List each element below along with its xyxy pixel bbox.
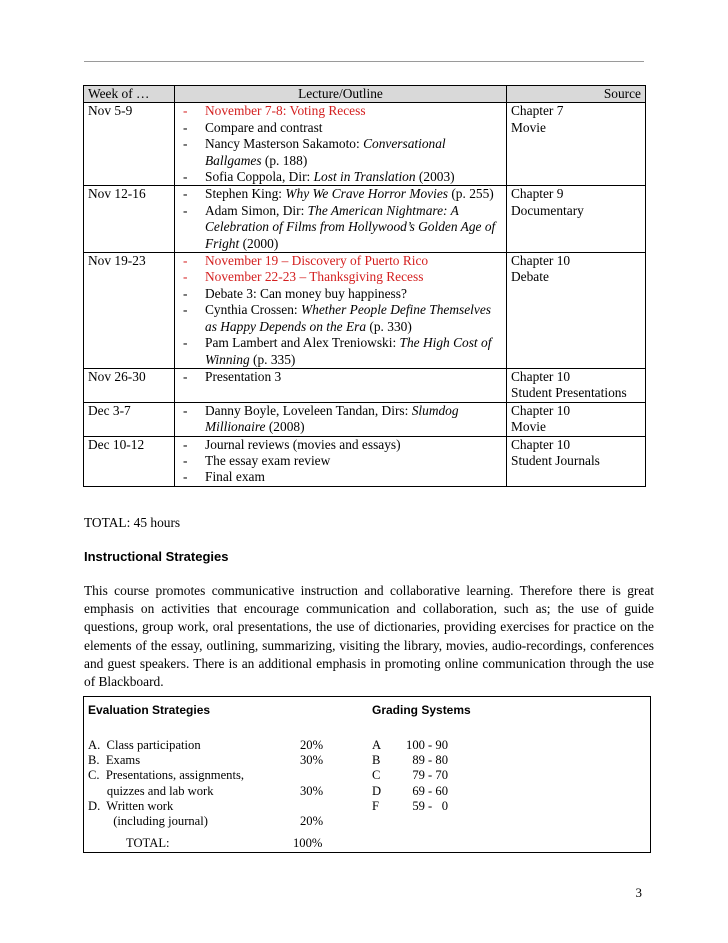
instructional-paragraph: This course promotes communicative instruction and collaborative learning. Therefore there is great emphasis on activities that encourage communication and collaboration, such as; the use of guide questions, group work, oral presentations, the use of dictionaries, providing exercises for practice on the elements of the essay, outlining, summarizing, visiting the library, movies, audio-recordings, conferences and guest speakers. There is an additional emphasis in promoting online communication through the use of Blackboard. <box>84 583 654 690</box>
page-number: 3 <box>635 885 642 900</box>
evaluation-label: D. Written work <box>88 798 174 813</box>
source-cell <box>507 402 646 436</box>
lecture-cell <box>175 253 507 369</box>
bullet-dash: - <box>183 202 188 218</box>
bullet-dash: - <box>183 335 188 351</box>
lecture-item <box>181 469 502 485</box>
item-text: Compare and contrast <box>205 119 323 135</box>
lecture-item-text <box>205 186 502 202</box>
item-title: The High Cost of Winning <box>205 335 492 367</box>
week-cell: Nov 19-23 <box>84 253 175 369</box>
evaluation-header-row <box>84 703 650 719</box>
week-cell: Nov 5-9 <box>84 103 175 186</box>
bullet-dash: - <box>183 269 188 285</box>
item-title: Why We Crave Horror Movies <box>285 186 448 202</box>
grade-letter: D <box>372 783 382 798</box>
evaluation-total-pct: 100% <box>293 836 323 850</box>
item-citation: (p. 335) <box>249 351 296 367</box>
item-citation: (p. 255) <box>448 186 494 202</box>
evaluation-row <box>84 799 650 815</box>
lecture-item-text <box>205 302 502 335</box>
bullet-dash: - <box>183 119 188 135</box>
lecture-item-text <box>205 203 502 252</box>
bullet-dash: - <box>183 302 188 318</box>
lecture-item-text <box>205 269 502 285</box>
grade-letter: A <box>372 738 382 752</box>
evaluation-box <box>83 696 651 853</box>
evaluation-row <box>84 753 650 769</box>
item-text: Sofia Coppola, Dir: <box>205 169 314 185</box>
evaluation-heading: Evaluation Strategies <box>88 703 211 717</box>
item-citation: (2003) <box>415 169 455 185</box>
item-text: Cynthia Crossen: <box>205 302 301 318</box>
source-line: Student Journals <box>511 452 600 468</box>
bullet-dash: - <box>183 436 188 452</box>
schedule-row <box>84 103 646 186</box>
grade-range: 89 - 80 <box>412 753 448 768</box>
lecture-item-text <box>205 369 502 385</box>
item-citation: (p. 188) <box>261 152 308 168</box>
item-citation: (2000) <box>239 235 279 251</box>
lecture-item <box>181 269 502 285</box>
item-text: November 7-8: Voting Recess <box>205 103 366 119</box>
lecture-item-text <box>205 169 502 185</box>
bullet-dash: - <box>183 186 188 202</box>
item-text: The essay exam review <box>205 452 331 468</box>
evaluation-row <box>84 738 650 754</box>
evaluation-total-row <box>84 836 650 852</box>
header-rule <box>84 61 644 62</box>
grade-letter: B <box>372 753 381 768</box>
lecture-item-text <box>205 453 502 469</box>
bullet-dash: - <box>183 253 188 269</box>
lecture-item-text <box>205 253 502 269</box>
schedule-row <box>84 368 646 402</box>
lecture-item <box>181 203 502 252</box>
item-text: Presentation 3 <box>205 368 282 384</box>
lecture-item <box>181 136 502 169</box>
source-line: Chapter 10 <box>511 253 571 269</box>
lecture-item-text <box>205 469 502 485</box>
lecture-item <box>181 453 502 469</box>
lecture-item <box>181 302 502 335</box>
item-text: November 19 – Discovery of Puerto Rico <box>205 253 429 269</box>
item-title: Slumdog Millionaire <box>205 402 459 435</box>
bullet-dash: - <box>183 285 188 301</box>
lecture-item <box>181 120 502 136</box>
evaluation-row <box>84 784 650 800</box>
item-text: Danny Boyle, Loveleen Tandan, Dirs: <box>205 402 412 418</box>
schedule-header-row <box>84 86 646 103</box>
schedule-row <box>84 402 646 436</box>
lecture-item <box>181 335 502 368</box>
source-line: Movie <box>511 419 546 435</box>
item-text: Nancy Masterson Sakamoto: <box>205 136 364 152</box>
week-cell: Dec 10-12 <box>84 436 175 486</box>
grade-range: 79 - 70 <box>412 768 448 783</box>
evaluation-percent: 30% <box>300 753 324 768</box>
lecture-item-text <box>205 136 502 169</box>
lecture-cell <box>175 436 507 486</box>
header-week: Week of … <box>84 86 175 103</box>
evaluation-total-label: TOTAL: <box>126 836 170 850</box>
bullet-dash: - <box>183 103 188 119</box>
evaluation-label: A. Class participation <box>88 738 201 752</box>
lecture-item-text <box>205 286 502 302</box>
source-line: Chapter 10 <box>511 402 571 418</box>
source-line: Chapter 10 <box>511 436 571 452</box>
bullet-dash: - <box>183 169 188 185</box>
lecture-cell <box>175 186 507 253</box>
grade-range: 100 - 90 <box>406 738 448 752</box>
source-line: Debate <box>511 269 549 285</box>
item-title: Whether People Define Themselves as Happy Depends on the Era <box>205 302 491 334</box>
grade-letter: F <box>372 798 380 813</box>
source-line: Student Presentations <box>511 385 627 401</box>
evaluation-percent: 20% <box>300 814 324 828</box>
source-line: Movie <box>511 119 546 135</box>
evaluation-label: quizzes and lab work <box>88 783 214 798</box>
lecture-item <box>181 103 502 119</box>
lecture-item <box>181 286 502 302</box>
bullet-dash: - <box>183 469 188 485</box>
evaluation-row <box>84 814 650 830</box>
week-cell: Dec 3-7 <box>84 402 175 436</box>
source-line: Documentary <box>511 202 584 218</box>
item-citation: (2008) <box>265 419 305 435</box>
grade-range: 59 - 0 <box>412 798 448 813</box>
schedule-table <box>83 85 646 487</box>
source-cell <box>507 186 646 253</box>
bullet-dash: - <box>183 452 188 468</box>
lecture-item-text <box>205 120 502 136</box>
item-text: Stephen King: <box>205 186 286 202</box>
item-title: Lost in Translation <box>313 169 416 185</box>
week-cell: Nov 26-30 <box>84 368 175 402</box>
week-cell: Nov 12-16 <box>84 186 175 253</box>
instructional-heading: Instructional Strategies <box>84 549 229 564</box>
item-citation: (p. 330) <box>366 318 412 334</box>
evaluation-label: C. Presentations, assignments, <box>88 768 245 783</box>
evaluation-label: (including journal) <box>88 814 208 828</box>
source-cell <box>507 253 646 369</box>
lecture-item-text <box>205 335 502 368</box>
source-cell <box>507 436 646 486</box>
lecture-item <box>181 169 502 185</box>
lecture-item <box>181 369 502 385</box>
bullet-dash: - <box>183 402 188 418</box>
source-line: Chapter 10 <box>511 368 571 384</box>
lecture-cell <box>175 103 507 186</box>
grading-heading: Grading Systems <box>372 703 471 717</box>
item-text: Journal reviews (movies and essays) <box>205 436 401 452</box>
item-text: Final exam <box>205 469 265 485</box>
lecture-item-text <box>205 103 502 119</box>
total-hours: TOTAL: 45 hours <box>84 515 181 530</box>
item-text: November 22-23 – Thanksgiving Recess <box>205 269 424 285</box>
source-cell <box>507 103 646 186</box>
source-cell <box>507 368 646 402</box>
lecture-cell <box>175 402 507 436</box>
lecture-item <box>181 403 502 436</box>
item-text: Pam Lambert and Alex Treniowski: <box>205 335 400 351</box>
lecture-item <box>181 437 502 453</box>
evaluation-percent: 30% <box>300 783 324 798</box>
source-line: Chapter 9 <box>511 186 564 202</box>
schedule-row <box>84 253 646 369</box>
item-title: The American Nightmare: A Celebration of Films from Hollywood’s Golden Age of Fright <box>205 202 496 251</box>
schedule-row <box>84 436 646 486</box>
lecture-item-text <box>205 437 502 453</box>
item-title: Conversational Ballgames <box>205 136 446 168</box>
evaluation-row <box>84 768 650 784</box>
lecture-item-text <box>205 403 502 436</box>
bullet-dash: - <box>183 136 188 152</box>
item-text: Debate 3: Can money buy happiness? <box>205 285 407 301</box>
bullet-dash: - <box>183 368 188 384</box>
evaluation-label: B. Exams <box>88 753 141 768</box>
lecture-cell <box>175 368 507 402</box>
evaluation-percent: 20% <box>300 738 324 752</box>
source-line: Chapter 7 <box>511 103 564 119</box>
header-lecture: Lecture/Outline <box>175 86 507 103</box>
grade-range: 69 - 60 <box>412 783 448 798</box>
item-text: Adam Simon, Dir: <box>205 202 308 218</box>
lecture-item <box>181 253 502 269</box>
grade-letter: C <box>372 768 381 783</box>
lecture-item <box>181 186 502 202</box>
header-source: Source <box>507 86 646 103</box>
schedule-row <box>84 186 646 253</box>
